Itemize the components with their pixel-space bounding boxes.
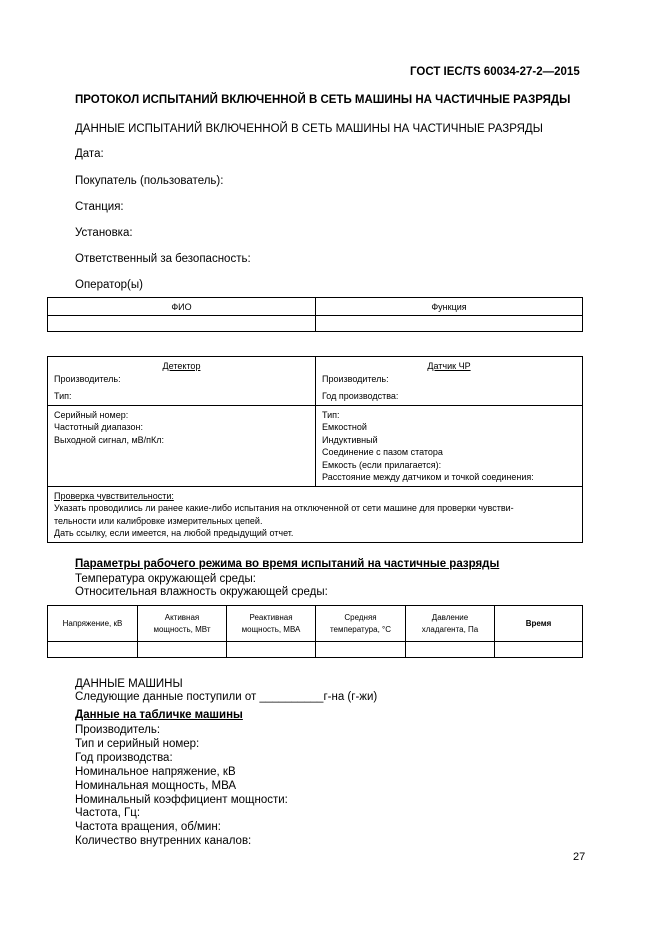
sensitivity-line-3: Дать ссылку, если имеется, на любой предыдущий отчет. bbox=[54, 528, 294, 538]
received-from-line bbox=[75, 691, 377, 703]
operators-table bbox=[47, 297, 583, 332]
nameplate-line: Частота вращения, об/мин: bbox=[75, 821, 221, 834]
unit-field: Установка: bbox=[75, 227, 133, 239]
sensor-inductive: Индуктивный bbox=[322, 434, 378, 445]
customer-field: Покупатель (пользователь): bbox=[75, 175, 224, 187]
detector-details-cell bbox=[48, 405, 316, 486]
sensor-capacitance: Емкость (если прилагается): bbox=[322, 459, 442, 470]
params-table bbox=[47, 605, 583, 658]
col-voltage: Напряжение, кВ bbox=[48, 606, 138, 642]
col-coolant-pressure: Давление хладагента, Па bbox=[406, 606, 495, 642]
detector-freq-range: Частотный диапазон: bbox=[54, 422, 143, 432]
nameplate-title: Данные на табличке машины bbox=[75, 709, 243, 721]
protocol-title: ПРОТОКОЛ ИСПЫТАНИЙ ВКЛЮЧЕННОЙ В СЕТЬ МАШИНЫ НА ЧАСТИЧНЫЕ РАЗРЯДЫ bbox=[75, 94, 571, 106]
params-empty-cell bbox=[48, 642, 138, 658]
received-suffix: г-на (г-жи) bbox=[323, 691, 378, 703]
sensitivity-line-2: тельности или калибровке измерительных цепей. bbox=[54, 515, 263, 526]
operator-function-cell bbox=[316, 316, 583, 332]
nameplate-list bbox=[75, 724, 288, 849]
sensitivity-line-1: Указать проводились ли ранее какие-либо испытания на отключенной от сети машине для проверки чувстви- bbox=[54, 503, 514, 513]
params-empty-cell bbox=[138, 642, 227, 658]
sensor-manufacturer: Производитель: bbox=[322, 373, 389, 384]
sensor-type: Тип: bbox=[322, 409, 340, 420]
date-field: Дата: bbox=[75, 148, 104, 160]
params-empty-cell bbox=[406, 642, 495, 658]
detector-output: Выходной сигнал, мВ/пКл: bbox=[54, 434, 165, 445]
nameplate-line: Год производства: bbox=[75, 751, 173, 764]
page-number: 27 bbox=[573, 851, 586, 863]
detector-serial: Серийный номер: bbox=[54, 409, 129, 420]
humidity-field: Относительная влажность окружающей среды: bbox=[75, 586, 328, 598]
params-empty-cell bbox=[227, 642, 316, 658]
col-reactive-power: Реактивная мощность, МВА bbox=[227, 606, 316, 642]
received-prefix: Следующие данные поступили от bbox=[75, 691, 257, 703]
detector-manufacturer: Производитель: bbox=[54, 373, 121, 384]
col-active-power: Активная мощность, МВт bbox=[138, 606, 227, 642]
col-avg-temp: Средняя температура, °С bbox=[316, 606, 406, 642]
detector-header: Детектор bbox=[162, 361, 201, 371]
operators-col-name: ФИО bbox=[48, 298, 316, 316]
sensor-cell bbox=[316, 357, 583, 406]
sensor-distance: Расстояние между датчиком и точкой соединения: bbox=[322, 472, 534, 482]
operators-field: Оператор(ы) bbox=[75, 279, 143, 291]
sensor-year: Год производства: bbox=[322, 391, 399, 401]
params-empty-cell bbox=[316, 642, 406, 658]
sensor-header: Датчик ЧР bbox=[427, 361, 471, 371]
detector-sensor-table bbox=[47, 356, 583, 543]
col-time: Время bbox=[495, 606, 583, 642]
test-data-title: ДАННЫЕ ИСПЫТАНИЙ ВКЛЮЧЕННОЙ В СЕТЬ МАШИНЫ НА ЧАСТИЧНЫЕ РАЗРЯДЫ bbox=[75, 123, 543, 135]
detector-type: Тип: bbox=[54, 391, 72, 401]
station-field: Станция: bbox=[75, 201, 124, 213]
params-title: Параметры рабочего режима во время испытаний на частичные разряды bbox=[75, 558, 500, 570]
nameplate-line: Номинальный коэффициент мощности: bbox=[75, 793, 288, 806]
sensitivity-title: Проверка чувствительности: bbox=[54, 490, 174, 501]
operators-col-function: Функция bbox=[316, 298, 583, 316]
nameplate-line: Тип и серийный номер: bbox=[75, 737, 200, 750]
sensor-capacitive: Емкостной bbox=[322, 422, 367, 432]
sensitivity-cell bbox=[48, 486, 583, 542]
nameplate-line: Производитель: bbox=[75, 724, 161, 736]
params-empty-cell bbox=[495, 642, 583, 658]
operator-name-cell bbox=[48, 316, 316, 332]
ambient-temp-field: Температура окружающей среды: bbox=[75, 573, 256, 585]
nameplate-line: Номинальное напряжение, кВ bbox=[75, 765, 236, 778]
nameplate-line: Частота, Гц: bbox=[75, 807, 141, 820]
detector-cell bbox=[48, 357, 316, 406]
document-standard-header: ГОСТ IEC/TS 60034-27-2—2015 bbox=[410, 66, 580, 78]
machine-data-heading: ДАННЫЕ МАШИНЫ bbox=[75, 678, 183, 690]
sensor-slot-connection: Соединение с пазом статора bbox=[322, 447, 443, 457]
nameplate-line: Количество внутренних каналов: bbox=[75, 835, 252, 848]
sensor-details-cell bbox=[316, 405, 583, 486]
safety-responsible-field: Ответственный за безопасность: bbox=[75, 253, 251, 265]
received-blank: __________ bbox=[259, 691, 324, 703]
nameplate-line: Номинальная мощность, МВА bbox=[75, 779, 237, 792]
